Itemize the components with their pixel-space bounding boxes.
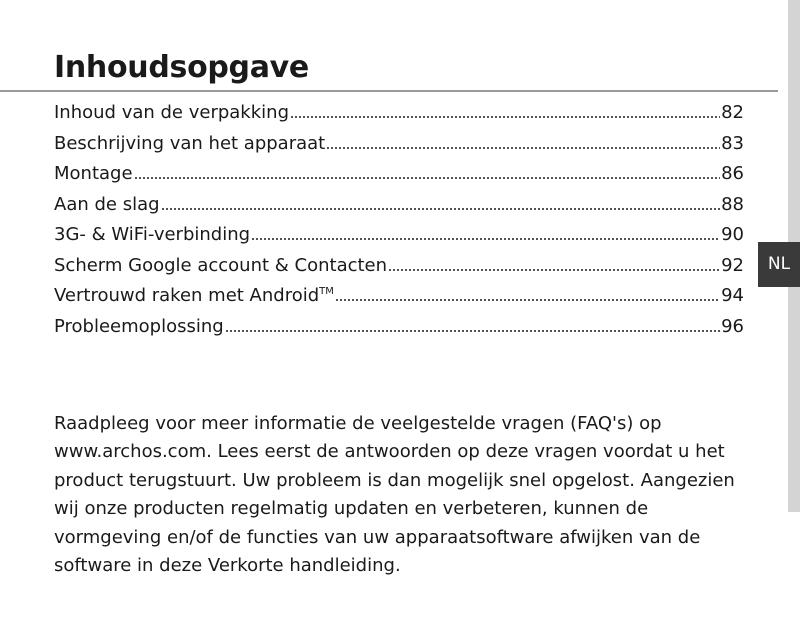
toc-leader-dots [225,330,720,332]
toc-leader-dots [388,269,720,271]
language-tab: NL [758,242,800,287]
toc-leader-dots [134,177,721,179]
toc-leader-dots [335,299,720,301]
toc-entry-page: 86 [721,163,744,184]
toc-entry [54,159,744,190]
toc-leader-dots [161,208,721,210]
toc-entry-page: 88 [721,193,744,215]
toc-leader-dots [290,116,720,118]
title-divider [0,90,778,92]
toc-entry-label: Probleemoplossing [54,315,224,337]
toc-entry-page: 83 [721,132,744,154]
toc-entry-label: Beschrijving van het apparaat [54,132,326,154]
page-title: Inhoudsopgave [54,50,309,85]
trademark-sup: TM [319,286,334,297]
toc-entry [54,190,744,221]
toc-entry-label: Montage [54,163,133,184]
toc-entry-label: 3G- & WiFi-verbinding [54,224,251,245]
toc-entry [54,98,744,129]
toc-entry-label: Inhoud van de verpakking [54,102,289,123]
toc-entry-label: Vertrouwd raken met Android™ [54,285,334,306]
toc-entry [54,281,744,312]
toc-entry [54,312,744,343]
toc-leader-dots [326,147,720,149]
toc-entry-page: 96 [721,315,744,337]
faq-info-paragraph: Raadpleeg voor meer informatie de veelgestelde vragen (FAQ's) op www.archos.com. Lees eerst de antwoorden op deze vragen voordat u het product terugstuurt. Uw probleem is dan mogelijk snel opgelost. Aangezien wij onze producten regelmatig updaten en verbeteren, kunnen de vormgeving en/of de functies van uw apparaatsoftware afwijken van de software in deze Verkorte handleiding. [54,413,735,577]
table-of-contents [54,98,744,342]
toc-entry-page: 92 [721,254,744,276]
toc-entry-label: Scherm Google account & Contacten [54,254,388,276]
toc-entry-page: 94 [721,285,744,306]
toc-leader-dots [251,238,720,240]
toc-entry [54,129,744,160]
toc-entry-page: 82 [721,102,744,123]
toc-entry [54,220,744,251]
toc-entry-label: Aan de slag [54,193,160,215]
toc-entry-page: 90 [721,224,744,245]
toc-entry [54,251,744,282]
